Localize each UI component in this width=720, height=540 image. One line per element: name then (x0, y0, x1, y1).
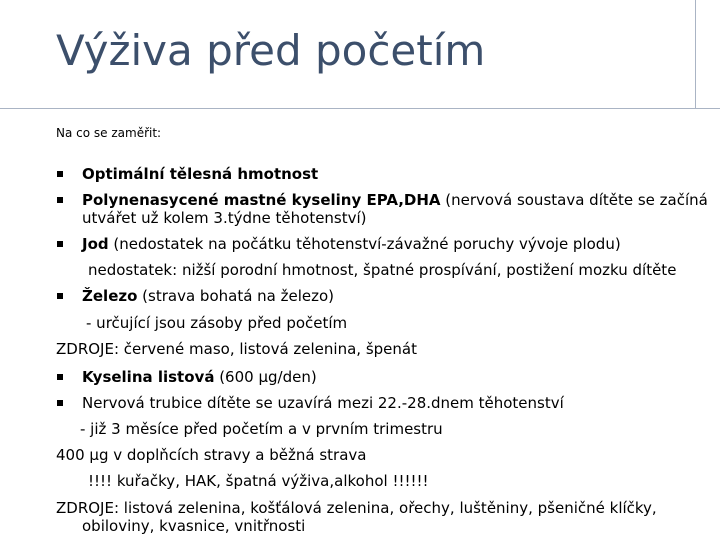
bullet-marker (57, 171, 63, 177)
title-horizontal-rule (0, 108, 720, 109)
title-vertical-rule (695, 0, 696, 108)
line-text: (nedostatek na počátku těhotenství-závažné poruchy vývoje plodu) (108, 235, 621, 253)
line-text: Nervová trubice dítěte se uzavírá mezi 22.-28.dnem těhotenství (82, 394, 564, 412)
iron-note (86, 313, 347, 333)
list-item-iodine (82, 234, 621, 254)
list-item-epa-dha-cont (82, 208, 367, 228)
bullet-marker (57, 374, 63, 380)
list-item-neural-tube (82, 393, 564, 413)
line-text: nedostatek: nižší porodní hmotnost, špatné prospívání, postižení mozku dítěte (88, 261, 677, 279)
line-bold: Železo (82, 287, 138, 305)
folic-sources-cont (82, 516, 305, 536)
bullet-marker (57, 241, 63, 247)
line-bold: Polynenasycené mastné kyseliny EPA,DHA (82, 191, 441, 209)
folic-dose-note (56, 445, 366, 465)
line-text: ZDROJE: červené maso, listová zelenina, špenát (56, 340, 417, 358)
line-text: (strava bohatá na železo) (137, 287, 335, 305)
bullet-marker (57, 400, 63, 406)
list-item-folic-acid (82, 367, 317, 387)
folic-timing-note (80, 419, 443, 439)
line-text: (600 µg/den) (214, 368, 317, 386)
line-text: (nervová soustava dítěte se začíná (440, 191, 708, 209)
page-title: Výživa před početím (56, 26, 486, 75)
bullet-marker (57, 197, 63, 203)
list-item-weight (82, 164, 318, 184)
folic-sources (56, 498, 657, 518)
iron-sources (56, 339, 417, 359)
line-bold: Jod (82, 235, 109, 253)
line-text: utvářet už kolem 3.týdne těhotenství) (82, 209, 367, 227)
bullet-marker (57, 293, 63, 299)
line-text: 400 µg v doplňcích stravy a běžná strava (56, 446, 367, 464)
risk-note (88, 471, 429, 491)
list-item-epa-dha (82, 190, 708, 210)
line-text: - již 3 měsíce před početím a v prvním trimestru (80, 420, 443, 438)
line-text: !!!! kuřačky, HAK, špatná výživa,alkohol !!!!!! (88, 472, 429, 490)
iodine-deficiency-note (88, 260, 676, 280)
line-text: ZDROJE: listová zelenina, košťálová zelenina, ořechy, luštěniny, pšeničné klíčky, (56, 499, 657, 517)
line-text: obiloviny, kvasnice, vnitřnosti (82, 517, 306, 535)
subtitle: Na co se zaměřit: (56, 126, 162, 140)
line-bold: Optimální tělesná hmotnost (82, 165, 319, 183)
line-text: - určující jsou zásoby před početím (86, 314, 348, 332)
list-item-iron (82, 286, 334, 306)
line-bold: Kyselina listová (82, 368, 215, 386)
